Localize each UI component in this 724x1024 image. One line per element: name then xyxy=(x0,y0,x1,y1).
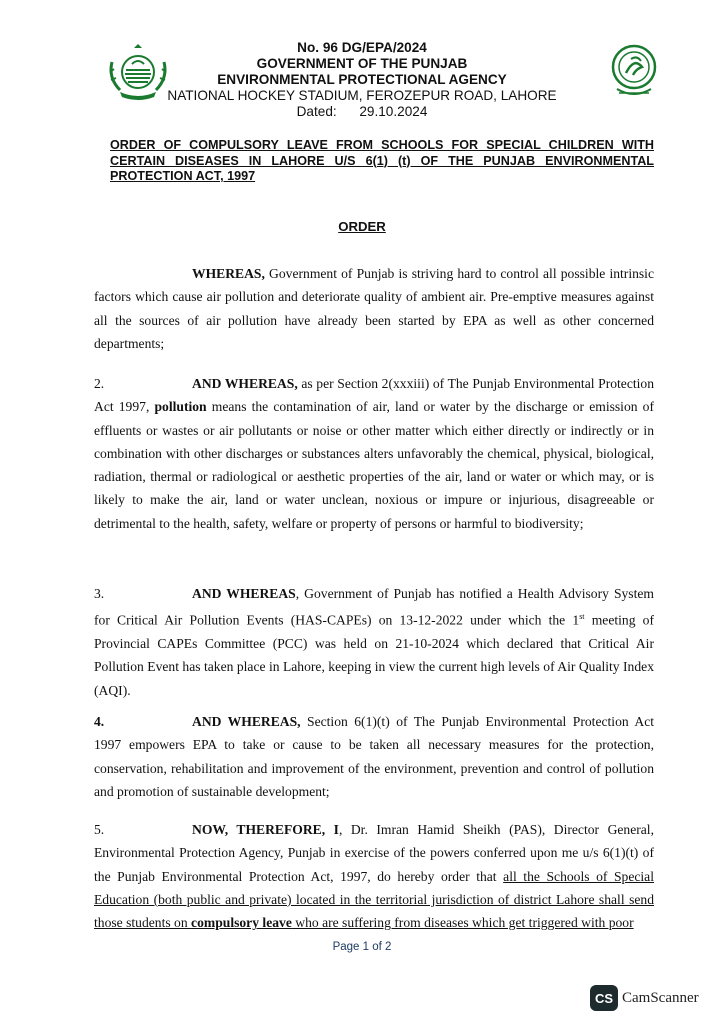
dated-label: Dated: xyxy=(296,104,337,119)
p5-lead: NOW, THEREFORE, I xyxy=(192,822,339,837)
p5-number: 5. xyxy=(94,822,105,837)
p5-underlined-b: who are suffering from diseases which get triggered with poor xyxy=(291,915,634,931)
p1-lead: WHEREAS, xyxy=(192,266,265,281)
p2-text-b: means the contamination of air, land or water by the discharge or emission of effluents or wastes or air pollutants or noise or other matter which either directly or indirectly or in combination with other discharges or substances alters unfavorably the chemical, physical, biological, radiation, thermal or radiological or aesthetic properties of the air, land or water or which may, or is likely to make the air, land or water unclean, noxious or impure or injurious, disagreeable or detrimental to the health, safety, welfare or property of persons or harmful to biodiversity; xyxy=(94,399,654,531)
camscanner-label: CamScanner xyxy=(622,989,699,1006)
p4-text: Section 6(1)(t) of The Punjab Environmental Protection Act 1997 empowers EPA to take or cause to be taken all necessary measures for the protection, conservation, rehabilitation and improvement of the environment, prevention and control of pollution and promotion of sustainable development; xyxy=(94,714,654,799)
paragraph-2 xyxy=(94,372,654,535)
letter-number: No. 96 DG/EPA/2024 xyxy=(297,40,427,55)
p5-underlined-bold: compulsory leave xyxy=(191,915,292,931)
header-government: GOVERNMENT OF THE PUNJAB xyxy=(256,56,468,71)
order-heading: ORDER xyxy=(338,219,386,234)
order-title: ORDER OF COMPULSORY LEAVE FROM SCHOOLS FOR SPECIAL CHILDREN WITH CERTAIN DISEASES IN LAHORE U/S 6(1) (t) OF THE PUNJAB ENVIRONMENTAL PROTECTION ACT, 1997 xyxy=(110,138,654,183)
p3-lead: AND WHEREAS xyxy=(192,586,296,601)
p4-lead: AND WHEREAS, xyxy=(192,714,301,729)
p3-text-b: meeting of Provincial CAPEs Committee (PCC) was held on 21-10-2024 which declared that Critical Air Pollution Event has taken place in Lahore, keeping in view the current high levels of Air Quality Index (AQI). xyxy=(94,612,654,698)
paragraph-5 xyxy=(94,818,654,934)
p5-text-a: , Dr. Imran Hamid Sheikh (PAS), Director General, Environmental Protection Agency, Punjab in exercise of the powers conferred upon me u/s 6(1)(t) of the Punjab Environmental Protection Act, 1997, do hereby order that xyxy=(94,822,654,884)
paragraph-4 xyxy=(94,710,654,803)
camscanner-icon: CS xyxy=(590,985,618,1011)
header-agency: ENVIRONMENTAL PROTECTIONAL AGENCY xyxy=(217,72,507,87)
paragraph-1 xyxy=(94,262,654,355)
p3-text-a: , Government of Punjab has notified a Health Advisory System for Critical Air Pollution Events (HAS-CAPEs) on 13-12-2022 under which the 1 xyxy=(94,586,654,628)
p4-number: 4. xyxy=(94,714,105,729)
p2-number: 2. xyxy=(94,376,105,391)
camscanner-watermark xyxy=(590,985,699,1011)
p2-lead: AND WHEREAS, xyxy=(192,376,298,391)
p2-text-a: as per Section 2(xxxiii) of The Punjab Environmental Protection Act 1997, xyxy=(94,376,655,415)
header-address: NATIONAL HOCKEY STADIUM, FEROZEPUR ROAD, LAHORE xyxy=(167,88,557,103)
page-number: Page 1 of 2 xyxy=(332,941,392,953)
p3-superscript: st xyxy=(579,612,585,622)
p5-underlined-a: all the Schools of Special Education (both public and private) located in the territorial jurisdiction of district Lahore shall send those students on xyxy=(94,868,654,931)
header-date xyxy=(0,104,724,120)
paragraph-3 xyxy=(94,582,654,702)
p2-bold-word: pollution xyxy=(154,399,207,415)
dated-value: 29.10.2024 xyxy=(359,104,428,119)
document-header xyxy=(0,40,724,120)
p3-number: 3. xyxy=(94,586,105,601)
p1-text: Government of Punjab is striving hard to control all possible intrinsic factors which cause air pollution and deteriorate quality of ambient air. Pre-emptive measures against all the sources of air pollution have already been started by EPA as well as other concerned departments; xyxy=(94,266,654,351)
